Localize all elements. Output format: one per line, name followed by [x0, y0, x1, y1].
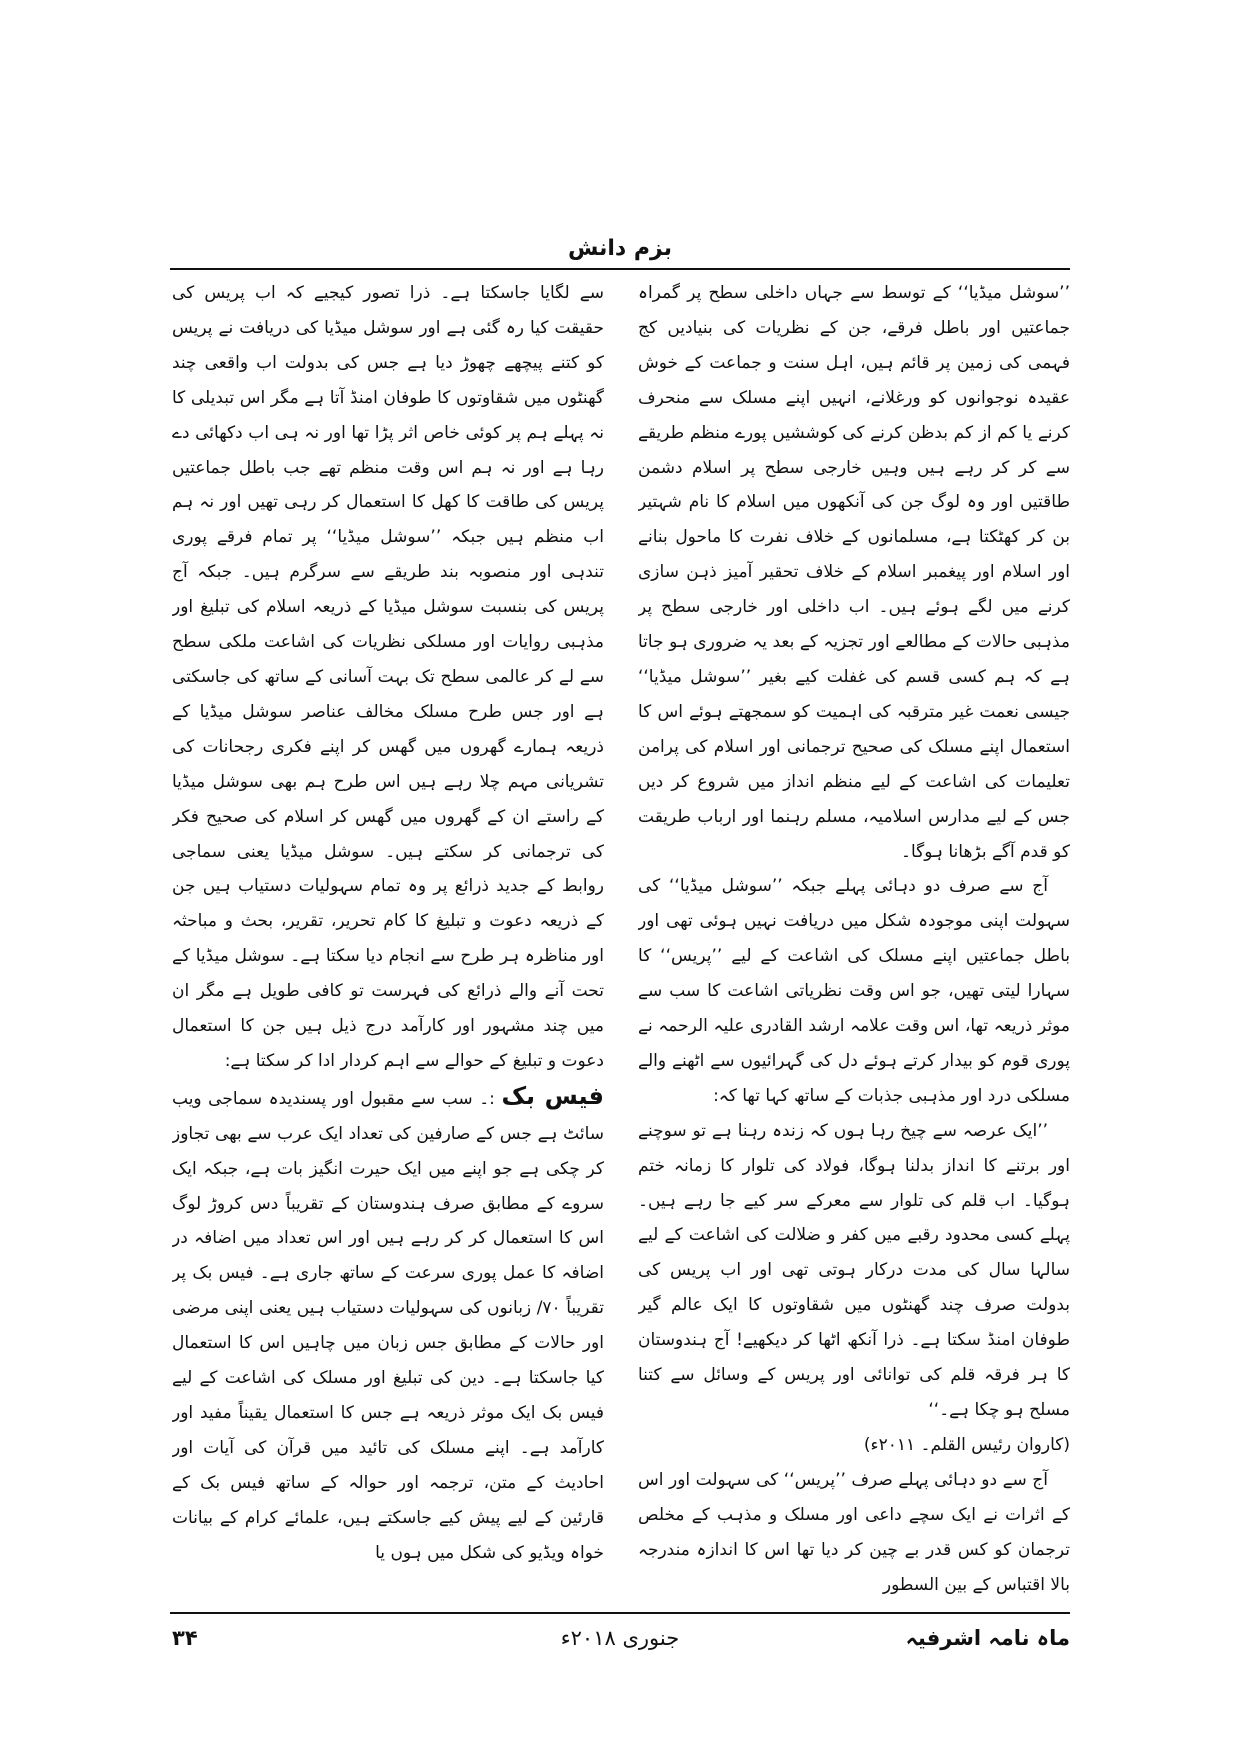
- magazine-name: ماہ نامہ اشرفیہ: [905, 1626, 1070, 1650]
- citation: (کاروان رئیس القلم۔ ۲۰۱۱ء): [863, 1434, 1070, 1455]
- footer-rule: [170, 1612, 1070, 1614]
- page-number: ۳۴: [172, 1626, 198, 1650]
- paragraph: آج سے صرف دو دہائی پہلے جبکہ ’’سوشل میڈیا‘‘ کی سہولت اپنی موجودہ شکل میں دریافت نہیں ہوئی تھی اور باطل جماعتیں اپنے مسلک کی اشاعت کے لیے ’’پریس‘‘ کا سہارا لیتی تھیں، جو اس وقت نظریاتی اشاعت کا سب سے موثر ذریعہ تھا، اس وقت علامہ ارشد القادری علیہ الرحمہ نے پوری قوم کو بیدار کرتے ہوئے دل کی گہرائیوں سے اٹھنے والے مسلکی درد اور مذہبی جذبات کے ساتھ کہا تھا کہ:: [638, 876, 1070, 1106]
- section-title: بزم دانش: [568, 236, 672, 261]
- left-column: [172, 276, 604, 1606]
- paragraph: سے لگایا جاسکتا ہے۔ ذرا تصور کیجیے کہ اب پریس کی حقیقت کیا رہ گئی ہے اور سوشل میڈیا کی دریافت نے پریس کو کتنے پیچھے چھوڑ دیا ہے جس کی بدولت اب واقعی چند گھنٹوں میں شقاوتوں کا طوفان امنڈ آتا ہے مگر اس تبدیلی کا نہ پہلے ہم پر کوئی خاص اثر پڑا تھا اور نہ ہی اب دکھائی دے رہا ہے اور نہ ہم اس وقت منظم تھے جب باطل جماعتیں پریس کی طاقت کا کھل کا استعمال کر رہی تھیں اور نہ ہم اب منظم ہیں جبکہ ’’سوشل میڈیا‘‘ پر تمام فرقے پوری تندہی اور منصوبہ بند طریقے سے سرگرم ہیں۔ جبکہ آج پریس کی بنسبت سوشل میڈیا کے ذریعہ اسلام کی تبلیغ اور مذہبی روایات اور مسلکی نظریات کی اشاعت ملکی سطح سے لے کر عالمی سطح تک بہت آسانی کے ساتھ کی جاسکتی ہے اور جس طرح مسلک مخالف عناصر سوشل میڈیا کے ذریعہ ہمارے گھروں میں گھس کر اپنے فکری رجحانات کی تشریانی مہم چلا رہے ہیں اس طرح ہم بھی سوشل میڈیا کے راستے ان کے گھروں میں گھس کر اسلام کی صحیح فکر کی ترجمانی کر سکتے ہیں۔ سوشل میڈیا یعنی سماجی روابط کے جدید ذرائع پر وہ تمام سہولیات دستیاب ہیں جن کے ذریعہ دعوت و تبلیغ کا کام تحریر، تقریر، بحث و مباحثہ اور مناظرہ ہر طرح سے انجام دیا سکتا ہے۔ سوشل میڈیا کے تحت آنے والے ذرائع کی فہرست تو کافی طویل ہے مگر ان میں چند مشہور اور کارآمد درج ذیل ہیں جن کا استعمال دعوت و تبلیغ کے حوالے سے اہم کردار ادا کر سکتا ہے:: [172, 283, 604, 1071]
- facebook-paragraph: [172, 1079, 604, 1571]
- issue-date: جنوری ۲۰۱۸ء: [560, 1626, 680, 1650]
- quotation: ’’ایک عرصہ سے چیخ رہا ہوں کہ زندہ رہنا ہے تو سوچنے اور برتنے کا انداز بدلنا ہوگا، فولاد کی تلوار کا زمانہ ختم ہوگیا۔ اب قلم کی تلوار سے معرکے سر کیے جا رہے ہیں۔ پہلے کسی محدود رقبے میں کفر و ضلالت کی اشاعت کے لیے سالہا سال کی مدت درکار ہوتی تھی اور اب پریس کی بدولت صرف چند گھنٹوں میں شقاوتوں کا ایک عالم گیر طوفان امنڈ سکتا ہے۔ ذرا آنکھ اٹھا کر دیکھیے! آج ہندوستان کا ہر فرقہ قلم کی توانائی اور پریس کے وسائل سے کتنا مسلح ہو چکا ہے۔‘‘: [638, 1120, 1070, 1420]
- right-column: [638, 276, 1070, 1606]
- facebook-heading: فیس بک: [501, 1081, 604, 1110]
- header-rule: [170, 268, 1070, 270]
- paragraph: آج سے دو دہائی پہلے صرف ’’پریس‘‘ کی سہولت اور اس کے اثرات نے ایک سچے داعی اور مسلک و مذہب کے مخلص ترجمان کو کس قدر بے چین کر دیا تھا اس کا اندازہ مندرجہ بالا اقتباس کے بین السطور: [638, 1469, 1070, 1595]
- paragraph-text: :۔ سب سے مقبول اور پسندیدہ سماجی ویب سائٹ ہے جس کے صارفین کی تعداد ایک عرب سے بھی تجاوز کر چکی ہے جو اپنے میں ایک حیرت انگیز بات ہے، جبکہ ایک سروے کے مطابق صرف ہندوستان کے تقریباً دس کروڑ لوگ اس کا استعمال کر کر رہے ہیں اور اس تعداد میں اضافہ در اضافہ کا عمل پوری سرعت کے ساتھ جاری ہے۔ فیس بک پر تقریباً ۷۰/ زبانوں کی سہولیات دستیاب ہیں یعنی اپنی مرضی اور حالات کے مطابق جس زبان میں چاہیں اس کا استعمال کیا جاسکتا ہے۔ دین کی تبلیغ اور مسلک کی اشاعت کے لیے فیس بک ایک موثر ذریعہ ہے جس کا استعمال یقیناً مفید اور کارآمد ہے۔ اپنے مسلک کی تائید میں قرآن کی آیات اور احادیث کے متن، ترجمہ اور حوالہ کے ساتھ فیس بک کے قارئین کے لیے پیش کیے جاسکتے ہیں، علمائے کرام کے بیانات خواہ ویڈیو کی شکل میں ہوں یا: [172, 1088, 604, 1563]
- paragraph: ’’سوشل میڈیا‘‘ کے توسط سے جہاں داخلی سطح پر گمراہ جماعتیں اور باطل فرقے، جن کے نظریات کی بنیادیں کج فہمی کی زمین پر قائم ہیں، اہل سنت و جماعت کے خوش عقیدہ نوجوانوں کو ورغلانے، انہیں اپنے مسلک سے منحرف کرنے یا کم از کم بدظن کرنے کی کوششیں پورے منظم طریقے سے کر کر رہے ہیں وہیں خارجی سطح پر اسلام دشمن طاقتیں اور وہ لوگ جن کی آنکھوں میں اسلام کا نام شہتیر بن کر کھٹکتا ہے، مسلمانوں کے خلاف نفرت کا ماحول بنانے اور اسلام اور پیغمبر اسلام کے خلاف تحقیر آمیز ذہن سازی کرنے میں لگے ہوئے ہیں۔ اب داخلی اور خارجی سطح پر مذہبی حالات کے مطالعے اور تجزیہ کے بعد یہ ضروری ہو جاتا ہے کہ ہم کسی قسم کی غفلت کیے بغیر ’’سوشل میڈیا‘‘ جیسی نعمت غیر مترقبہ کی اہمیت کو سمجھتے ہوئے اس کا استعمال اپنے مسلک کی صحیح ترجمانی اور اسلام کی پرامن تعلیمات کی اشاعت کے لیے منظم انداز میں شروع کر دیں جس کے لیے مدارس اسلامیہ، مسلم رہنما اور ارباب طریقت کو قدم آگے بڑھانا ہوگا۔: [638, 283, 1070, 862]
